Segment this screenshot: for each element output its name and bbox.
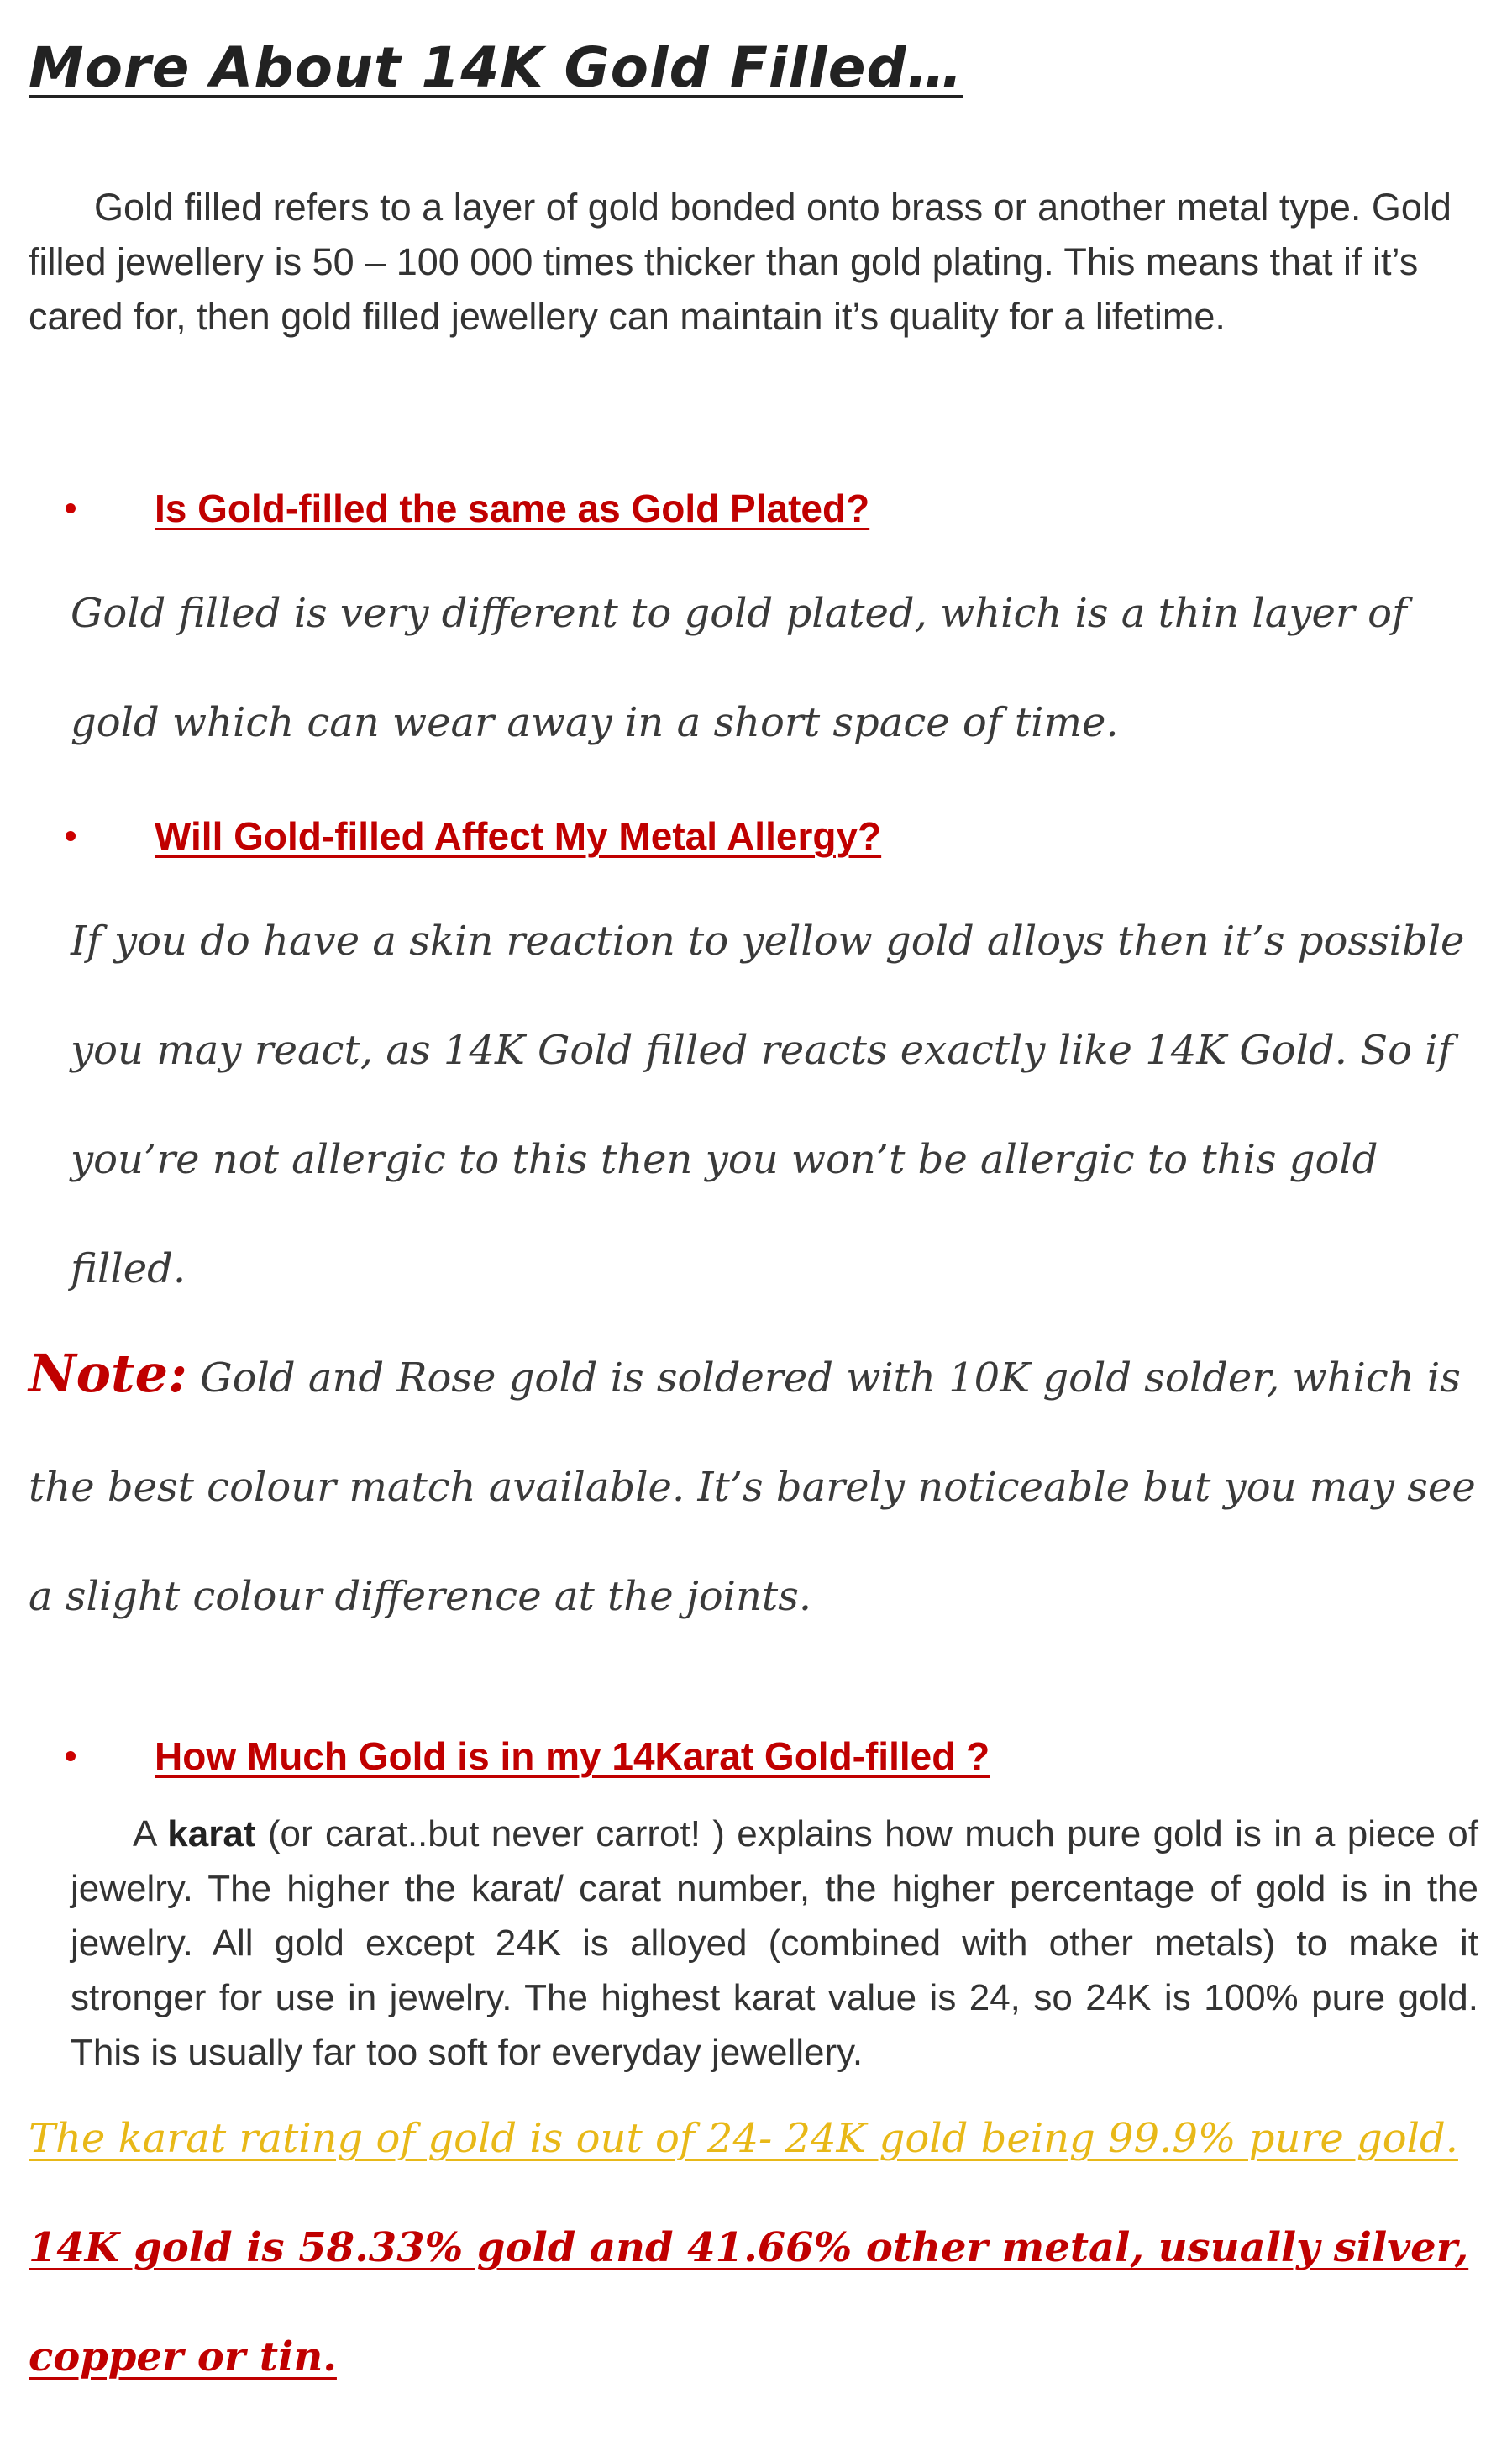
note-paragraph: [29, 1319, 1478, 1651]
intro-text: Gold filled refers to a layer of gold bonded onto brass or another metal type. Gold filled jewellery is 50 – 100 000 times thicker than gold plating. This means that if it’s cared for, then gold filled jewellery can maintain it’s quality for a lifetime.: [29, 186, 1452, 338]
closing-yellow-text: The karat rating of gold is out of 24- 24K gold being 99.9% pure gold.: [29, 2115, 1458, 2162]
note-text: Gold and Rose gold is soldered with 10K gold solder, which is the best colour match available. It’s barely noticeable but you may see a slight colour difference at the joints.: [29, 1355, 1476, 1620]
answer-1: Gold filled is very different to gold plated, which is a thin layer of gold which can wear away in a short space of time.: [71, 590, 1407, 746]
answer-3: [71, 1807, 1478, 2080]
answer-3-rest: (or carat..but never carrot! ) explains how much pure gold is in a piece of jewelry. The higher the karat/ carat number, the higher percentage of gold is in the jewelry. All gold except 24K is alloyed (combined with other metals) to make it stronger for use in jewelry. The highest karat value is 24, so 24K is 100% pure gold. This is usually far too soft for everyday jewellery.: [71, 1813, 1478, 2073]
question-3-heading: How Much Gold is in my 14Karat Gold-filled ?: [155, 1734, 990, 1778]
closing-paragraph: [29, 2084, 1487, 2412]
bullet-icon: [66, 503, 76, 513]
note-label: Note:: [29, 1343, 187, 1404]
answer-2: If you do have a skin reaction to yellow gold alloys then it’s possible you may react, as 14K Gold filled reacts exactly like 14K Gold. So if you’re not allergic to this then you won’t be allergic to this gold filled.: [71, 918, 1465, 1292]
intro-paragraph: [29, 180, 1473, 344]
closing-red-text: 14K gold is 58.33% gold and 41.66% other metal, usually silver, copper or tin.: [29, 2224, 1469, 2380]
question-1: [66, 483, 1494, 542]
question-3: [66, 1731, 1494, 1790]
bullet-icon: [66, 1751, 76, 1761]
answer-3-prefix: A: [133, 1813, 168, 1854]
page-title: More About 14K Gold Filled…: [29, 35, 963, 100]
question-2-heading: Will Gold-filled Affect My Metal Allergy?: [155, 814, 882, 858]
question-2: [66, 811, 1494, 870]
question-1-heading: Is Gold-filled the same as Gold Plated?: [155, 487, 870, 530]
answer-3-bold: karat: [167, 1813, 256, 1854]
bullet-icon: [66, 831, 76, 841]
